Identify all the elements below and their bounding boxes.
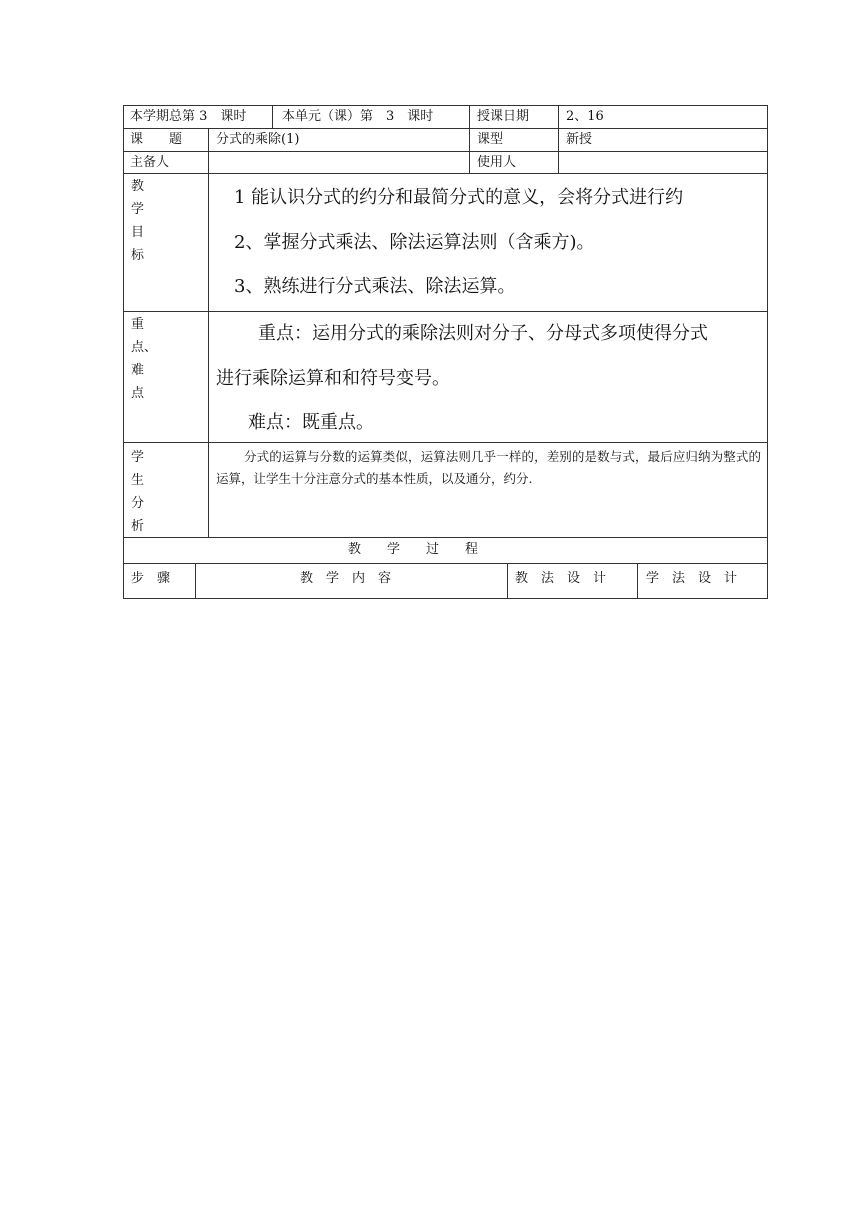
key-point-line: 进行乘除运算和和符号变号。 [216,368,450,389]
row-divider [123,128,768,129]
unit-lesson-label: 本单元（课）第 3 课时 [282,109,434,124]
objective-item: 1 能认识分式的约分和最简分式的意义，会将分式进行约 [234,187,684,208]
key-point-line: 重点：运用分式的乘除法则对分子、分母式多项使得分式 [258,323,708,344]
date-value: 2、16 [566,109,604,124]
row-divider [123,537,768,538]
key-points-label: 重点、难点 [131,317,158,401]
col-divider [272,105,273,128]
col-divider [208,128,209,537]
objectives-label: 教学目标 [131,179,145,263]
col-divider [195,563,196,599]
col-divider [507,563,508,599]
col-divider [558,105,559,173]
row-divider [123,311,768,312]
step-header: 步 骤 [131,571,171,586]
user-label: 使用人 [477,155,517,170]
author-label: 主备人 [130,155,170,170]
total-lesson-label: 本学期总第 3 课时 [130,109,247,124]
content-header: 教 学 内 容 [300,571,392,586]
col-divider [637,563,638,599]
topic-label: 课 题 [130,132,183,147]
lesson-type-label: 课型 [477,132,504,147]
row-divider [123,563,768,564]
row-divider [123,151,768,152]
lesson-plan-table [123,105,768,599]
lesson-type-value: 新授 [566,132,593,147]
learning-method-header: 学 法 设 计 [646,571,738,586]
student-analysis-label: 学生分析 [131,450,145,534]
objective-item: 2、掌握分式乘法、除法运算法则（含乘方)。 [234,232,595,253]
teaching-method-header: 教 法 设 计 [515,571,607,586]
student-analysis-text: 分式的运算与分数的运算类似，运算法则几乎一样的，差别的是数与式，最后应归纳为整式的运算，让学生十分注意分式的基本性质，以及通分，约分. [216,449,761,486]
col-divider [469,105,470,173]
objective-item: 3、熟练进行分式乘法、除法运算。 [234,276,516,297]
topic-value: 分式的乘除(1) [216,132,300,147]
date-label: 授课日期 [477,109,530,124]
row-divider [123,442,768,443]
difficulty-line: 难点：既重点。 [248,412,374,433]
row-divider [123,173,768,174]
process-title: 教 学 过 程 [348,542,479,557]
